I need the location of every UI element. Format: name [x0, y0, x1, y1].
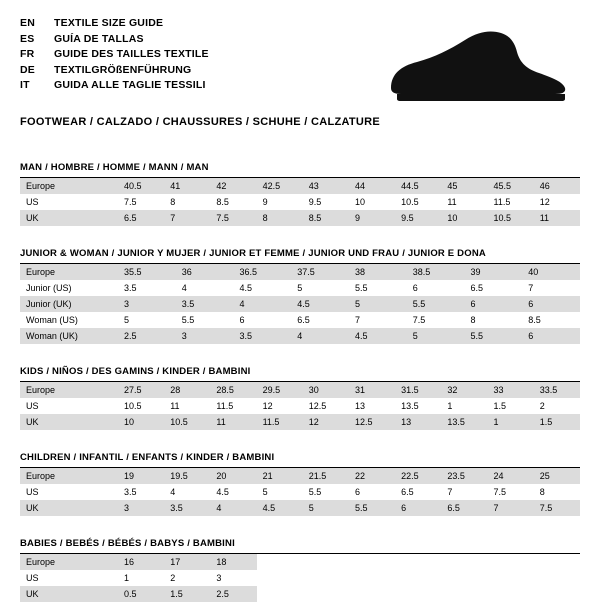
row-label: Woman (US)	[20, 312, 118, 328]
size-table	[20, 468, 580, 516]
table-row	[20, 468, 580, 484]
size-cell: 7	[488, 500, 534, 516]
language-row	[20, 63, 209, 79]
size-cell: 7	[522, 280, 580, 296]
size-cell: 12.5	[349, 414, 395, 430]
size-cell: 24	[488, 468, 534, 484]
size-cell	[303, 554, 349, 570]
size-cell: 5	[291, 280, 349, 296]
size-cell: 12.5	[303, 398, 349, 414]
size-cell: 10.5	[488, 210, 534, 226]
size-sections	[20, 162, 580, 602]
size-cell: 6.5	[395, 484, 441, 500]
size-cell: 11	[534, 210, 580, 226]
size-section	[20, 538, 580, 602]
size-cell: 1	[488, 414, 534, 430]
size-cell: 11.5	[488, 194, 534, 210]
row-label: Europe	[20, 382, 118, 398]
language-title: GUÍA DE TALLAS	[54, 32, 144, 45]
language-title: GUIDE DES TAILLES TEXTILE	[54, 48, 209, 60]
size-cell: 32	[441, 382, 487, 398]
size-cell: 10.5	[118, 398, 164, 414]
row-label: Junior (UK)	[20, 296, 118, 312]
size-cell: 6.5	[291, 312, 349, 328]
footwear-category-title: FOOTWEAR / CALZADO / CHAUSSURES / SCHUHE / CALZATURE	[20, 116, 381, 128]
size-cell: 17	[164, 554, 210, 570]
size-cell: 7	[349, 312, 407, 328]
size-cell: 11	[441, 194, 487, 210]
size-cell: 36	[176, 264, 234, 280]
size-cell	[488, 554, 534, 570]
size-cell: 8.5	[210, 194, 256, 210]
size-cell: 4.5	[291, 296, 349, 312]
row-label: Europe	[20, 468, 118, 484]
size-cell: 25	[534, 468, 580, 484]
language-code: DE	[20, 63, 35, 76]
size-cell: 5	[257, 484, 303, 500]
size-cell: 37.5	[291, 264, 349, 280]
size-cell: 10	[441, 210, 487, 226]
size-cell: 3.5	[118, 484, 164, 500]
size-cell: 4.5	[257, 500, 303, 516]
size-table	[20, 264, 580, 344]
table-row	[20, 570, 580, 586]
size-section	[20, 162, 580, 226]
language-title-list	[20, 16, 209, 94]
size-cell: 11	[164, 398, 210, 414]
size-cell: 44.5	[395, 178, 441, 194]
table-row	[20, 194, 580, 210]
size-section	[20, 366, 580, 430]
size-table	[20, 178, 580, 226]
size-cell: 5	[303, 500, 349, 516]
row-label: Europe	[20, 554, 118, 570]
language-code: FR	[20, 48, 35, 60]
table-row	[20, 398, 580, 414]
size-section-title: MAN / HOMBRE / HOMME / MANN / MAN	[20, 162, 580, 178]
table-row	[20, 328, 580, 344]
size-cell: 12	[257, 398, 303, 414]
size-cell: 1.5	[488, 398, 534, 414]
size-section	[20, 452, 580, 516]
size-cell	[349, 554, 395, 570]
language-code: IT	[20, 79, 30, 91]
size-cell: 11	[210, 414, 256, 430]
size-cell: 39	[465, 264, 523, 280]
size-cell: 0.5	[118, 586, 164, 602]
size-cell: 42	[210, 178, 256, 194]
size-cell: 41	[164, 178, 210, 194]
size-cell: 12	[303, 414, 349, 430]
document-header	[20, 16, 580, 106]
size-cell	[488, 570, 534, 586]
size-cell: 13.5	[395, 398, 441, 414]
size-cell: 7.5	[488, 484, 534, 500]
size-cell: 6	[395, 500, 441, 516]
size-cell: 13	[349, 398, 395, 414]
size-cell: 5.5	[176, 312, 234, 328]
size-cell: 44	[349, 178, 395, 194]
size-cell: 4	[234, 296, 292, 312]
table-row	[20, 296, 580, 312]
size-cell: 3	[210, 570, 256, 586]
size-cell: 3	[118, 500, 164, 516]
row-label: US	[20, 484, 118, 500]
table-row	[20, 312, 580, 328]
size-section-title: JUNIOR & WOMAN / JUNIOR Y MUJER / JUNIOR ET FEMME / JUNIOR UND FRAU / JUNIOR E DONA	[20, 248, 580, 264]
size-cell: 12	[534, 194, 580, 210]
size-cell: 8	[534, 484, 580, 500]
size-cell: 6	[522, 296, 580, 312]
table-row	[20, 484, 580, 500]
size-table	[20, 382, 580, 430]
size-cell: 8.5	[303, 210, 349, 226]
size-cell: 33.5	[534, 382, 580, 398]
size-cell: 22	[349, 468, 395, 484]
size-cell: 38	[349, 264, 407, 280]
size-cell: 20	[210, 468, 256, 484]
size-cell: 6.5	[118, 210, 164, 226]
size-cell: 1.5	[534, 414, 580, 430]
size-section-title: BABIES / BEBÉS / BÉBÉS / BABYS / BAMBINI	[20, 538, 580, 554]
size-cell: 23.5	[441, 468, 487, 484]
size-cell: 13.5	[441, 414, 487, 430]
size-cell: 5	[349, 296, 407, 312]
size-cell: 2.5	[210, 586, 256, 602]
size-cell	[303, 570, 349, 586]
language-title: TEXTILE SIZE GUIDE	[54, 17, 164, 29]
size-cell: 1	[118, 570, 164, 586]
size-cell	[395, 570, 441, 586]
size-cell: 4	[210, 500, 256, 516]
size-cell: 8.5	[522, 312, 580, 328]
size-cell: 9.5	[303, 194, 349, 210]
size-cell	[534, 570, 580, 586]
row-label: UK	[20, 210, 118, 226]
size-cell: 30	[303, 382, 349, 398]
table-row	[20, 500, 580, 516]
row-label: Junior (US)	[20, 280, 118, 296]
row-label: Woman (UK)	[20, 328, 118, 344]
size-cell: 4	[164, 484, 210, 500]
table-row	[20, 280, 580, 296]
size-cell: 18	[210, 554, 256, 570]
table-row	[20, 178, 580, 194]
size-cell: 45	[441, 178, 487, 194]
size-cell: 36.5	[234, 264, 292, 280]
row-label: US	[20, 398, 118, 414]
table-row	[20, 414, 580, 430]
table-row	[20, 554, 580, 570]
size-cell: 40	[522, 264, 580, 280]
table-row	[20, 264, 580, 280]
language-row	[20, 16, 209, 32]
size-cell: 6.5	[465, 280, 523, 296]
size-cell: 31	[349, 382, 395, 398]
size-cell: 1.5	[164, 586, 210, 602]
size-cell: 3.5	[118, 280, 176, 296]
size-cell: 5.5	[407, 296, 465, 312]
size-cell: 19	[118, 468, 164, 484]
size-cell: 29.5	[257, 382, 303, 398]
size-cell: 3	[176, 328, 234, 344]
size-section	[20, 248, 580, 344]
size-cell: 19.5	[164, 468, 210, 484]
language-row	[20, 32, 209, 48]
size-cell: 10.5	[164, 414, 210, 430]
size-cell: 8	[164, 194, 210, 210]
row-label: US	[20, 570, 118, 586]
size-table	[20, 554, 580, 602]
size-cell	[441, 570, 487, 586]
size-cell: 7	[441, 484, 487, 500]
size-cell: 5.5	[349, 500, 395, 516]
language-title: TEXTILGRÖßENFÜHRUNG	[54, 63, 192, 76]
size-cell: 8	[257, 210, 303, 226]
size-cell: 35.5	[118, 264, 176, 280]
size-cell: 16	[118, 554, 164, 570]
size-cell: 6.5	[441, 500, 487, 516]
size-cell: 5.5	[465, 328, 523, 344]
size-cell: 13	[395, 414, 441, 430]
size-cell: 5.5	[349, 280, 407, 296]
size-cell: 7	[164, 210, 210, 226]
size-cell: 38.5	[407, 264, 465, 280]
size-cell: 10.5	[395, 194, 441, 210]
size-cell: 9	[257, 194, 303, 210]
size-cell	[441, 554, 487, 570]
size-cell: 3.5	[176, 296, 234, 312]
size-cell	[257, 570, 303, 586]
size-cell: 5	[407, 328, 465, 344]
size-cell: 7.5	[118, 194, 164, 210]
size-cell: 3.5	[234, 328, 292, 344]
size-cell: 2.5	[118, 328, 176, 344]
size-cell: 7.5	[407, 312, 465, 328]
row-label: UK	[20, 500, 118, 516]
size-cell: 7.5	[534, 500, 580, 516]
size-cell: 27.5	[118, 382, 164, 398]
size-cell: 4.5	[349, 328, 407, 344]
size-cell: 10	[118, 414, 164, 430]
size-cell: 42.5	[257, 178, 303, 194]
row-label: Europe	[20, 264, 118, 280]
size-cell: 28	[164, 382, 210, 398]
language-code: EN	[20, 17, 35, 29]
size-cell: 6	[349, 484, 395, 500]
size-cell: 4.5	[234, 280, 292, 296]
size-cell: 6	[465, 296, 523, 312]
size-cell: 11.5	[257, 414, 303, 430]
size-section-title: CHILDREN / INFANTIL / ENFANTS / KINDER / BAMBINI	[20, 452, 580, 468]
language-code: ES	[20, 32, 35, 45]
size-cell: 7.5	[210, 210, 256, 226]
size-cell: 2	[164, 570, 210, 586]
size-cell: 9.5	[395, 210, 441, 226]
size-cell	[395, 554, 441, 570]
size-cell: 43	[303, 178, 349, 194]
row-label: US	[20, 194, 118, 210]
size-cell: 5	[118, 312, 176, 328]
size-cell: 6	[522, 328, 580, 344]
row-label: UK	[20, 586, 118, 602]
size-cell: 1	[441, 398, 487, 414]
size-cell: 11.5	[210, 398, 256, 414]
size-cell: 46	[534, 178, 580, 194]
size-cell: 3.5	[164, 500, 210, 516]
size-cell: 45.5	[488, 178, 534, 194]
size-cell: 33	[488, 382, 534, 398]
size-section-title: KIDS / NIÑOS / DES GAMINS / KINDER / BAMBINI	[20, 366, 580, 382]
language-row	[20, 47, 209, 63]
size-cell: 21.5	[303, 468, 349, 484]
row-label: Europe	[20, 178, 118, 194]
dress-shoe-icon	[383, 30, 568, 102]
row-label: UK	[20, 414, 118, 430]
size-cell: 40.5	[118, 178, 164, 194]
table-row	[20, 210, 580, 226]
size-cell	[534, 554, 580, 570]
size-cell: 2	[534, 398, 580, 414]
size-cell: 3	[118, 296, 176, 312]
size-cell: 22.5	[395, 468, 441, 484]
size-cell: 6	[407, 280, 465, 296]
size-cell	[349, 570, 395, 586]
size-cell: 6	[234, 312, 292, 328]
size-cell: 31.5	[395, 382, 441, 398]
table-row	[20, 382, 580, 398]
size-cell: 10	[349, 194, 395, 210]
size-cell: 4.5	[210, 484, 256, 500]
size-cell: 4	[291, 328, 349, 344]
size-cell: 8	[465, 312, 523, 328]
size-cell: 5.5	[303, 484, 349, 500]
size-cell: 4	[176, 280, 234, 296]
size-cell: 9	[349, 210, 395, 226]
size-cell: 28.5	[210, 382, 256, 398]
language-row	[20, 78, 209, 94]
size-cell	[257, 554, 303, 570]
language-title: GUIDA ALLE TAGLIE TESSILI	[54, 79, 206, 91]
size-cell: 21	[257, 468, 303, 484]
